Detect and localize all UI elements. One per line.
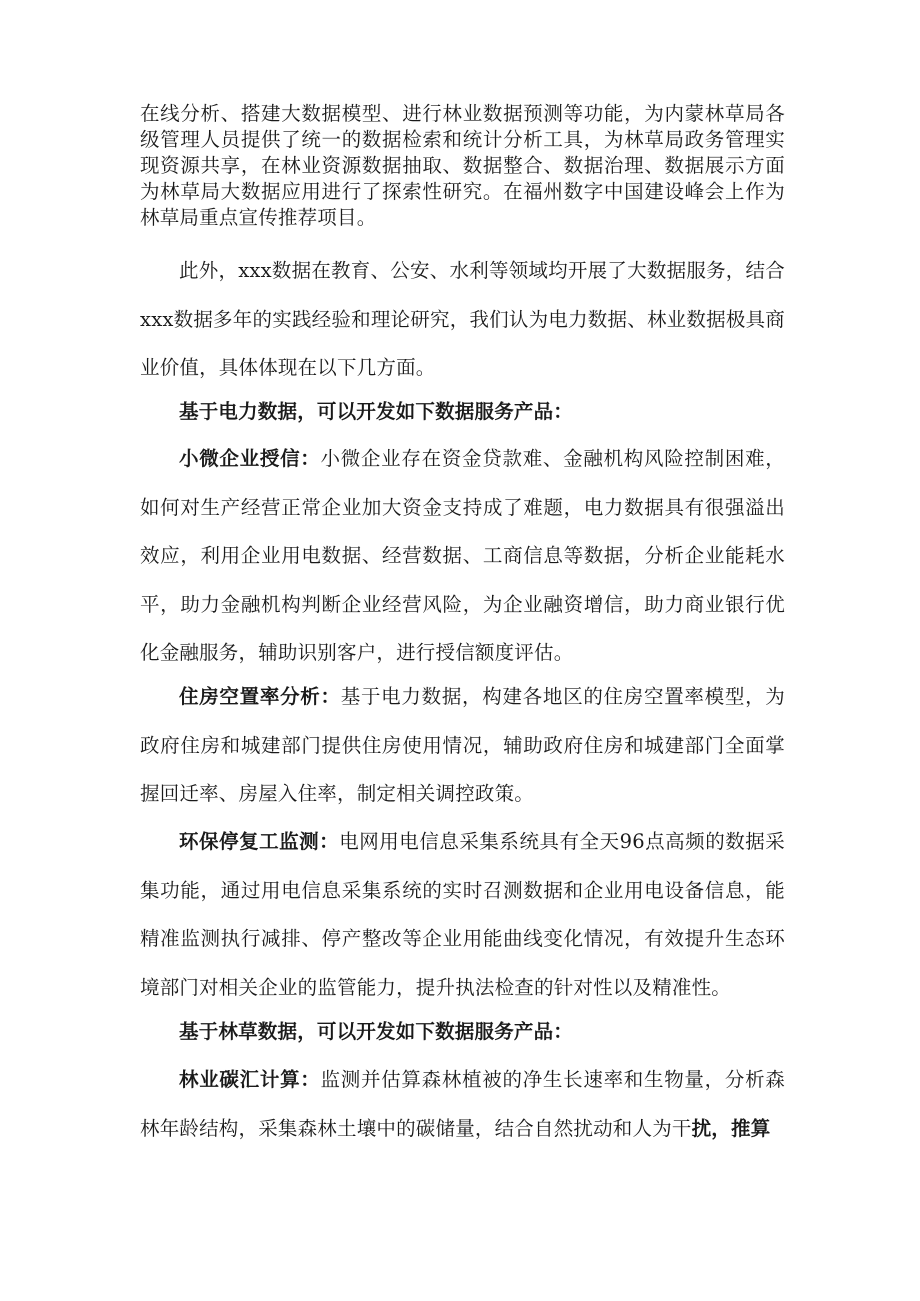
section-heading-forestry-data: 基于林草数据，可以开发如下数据服务产品：: [179, 1020, 574, 1043]
text-carbon-sink-bold-tail: 扰，推算: [691, 1116, 771, 1140]
section-heading-power-data: 基于电力数据，可以开发如下数据服务产品：: [179, 400, 574, 423]
label-env-monitoring: 环保停复工监测：: [179, 830, 340, 853]
text-housing-vacancy: 基于电力数据，构建各地区的住房空置率模型，为政府住房和城建部门提供住房使用情况，辅助政府住房和城建部门全面掌握回迁率、房屋入住率，制定相关调控政策。: [140, 685, 785, 805]
text-env-monitoring: 电网用电信息采集系统具有全天96点高频的数据采集功能，通过用电信息采集系统的实时召测数据和企业用电设备信息，能精准监测执行减排、停产整改等企业用能曲线变化情况，有效提升生态环境部门对相关企业的监管能力，提升执法检查的针对性以及精准性。: [140, 830, 785, 999]
text-carbon-sink: 监测并估算森林植被的净生长速率和生物量，分析森林年龄结构，采集森林土壤中的碳储量，结合自然扰动和人为干: [140, 1068, 785, 1140]
paragraph-intro-continuation: 在线分析、搭建大数据模型、进行林业数据预测等功能，为内蒙林草局各级管理人员提供了统一的数据检索和统计分析工具，为林草局政务管理实现资源共享，在林业资源数据抽取、数据整合、数据治理、数据展示方面为林草局大数据应用进行了探索性研究。在福州数字中国建设峰会上作为林草局重点宣传推荐项目。: [140, 102, 785, 229]
paragraph-env-monitoring: [140, 818, 785, 1012]
paragraph-sme-credit: [140, 435, 785, 678]
label-sme-credit: 小微企业授信：: [179, 447, 321, 470]
label-carbon-sink: 林业碳汇计算：: [179, 1068, 321, 1091]
text-sme-credit: 小微企业存在资金贷款难、金融机构风险控制困难，如何对生产经营正常企业加大资金支持成了难题，电力数据具有很强溢出效应，利用企业用电数据、经营数据、工商信息等数据，分析企业能耗水平，助力金融机构判断企业经营风险，为企业融资增信，助力商业银行优化金融服务，辅助识别客户，进行授信额度评估。: [140, 447, 785, 664]
paragraph-other-domains: 此外，xxx数据在教育、公安、水利等领域均开展了大数据服务，结合xxx数据多年的实践经验和理论研究，我们认为电力数据、林业数据极具商业价值，具体体现在以下几方面。: [140, 259, 785, 379]
paragraph-carbon-sink: [140, 1056, 785, 1153]
label-housing-vacancy: 住房空置率分析：: [179, 685, 341, 708]
paragraph-housing-vacancy: [140, 673, 785, 819]
